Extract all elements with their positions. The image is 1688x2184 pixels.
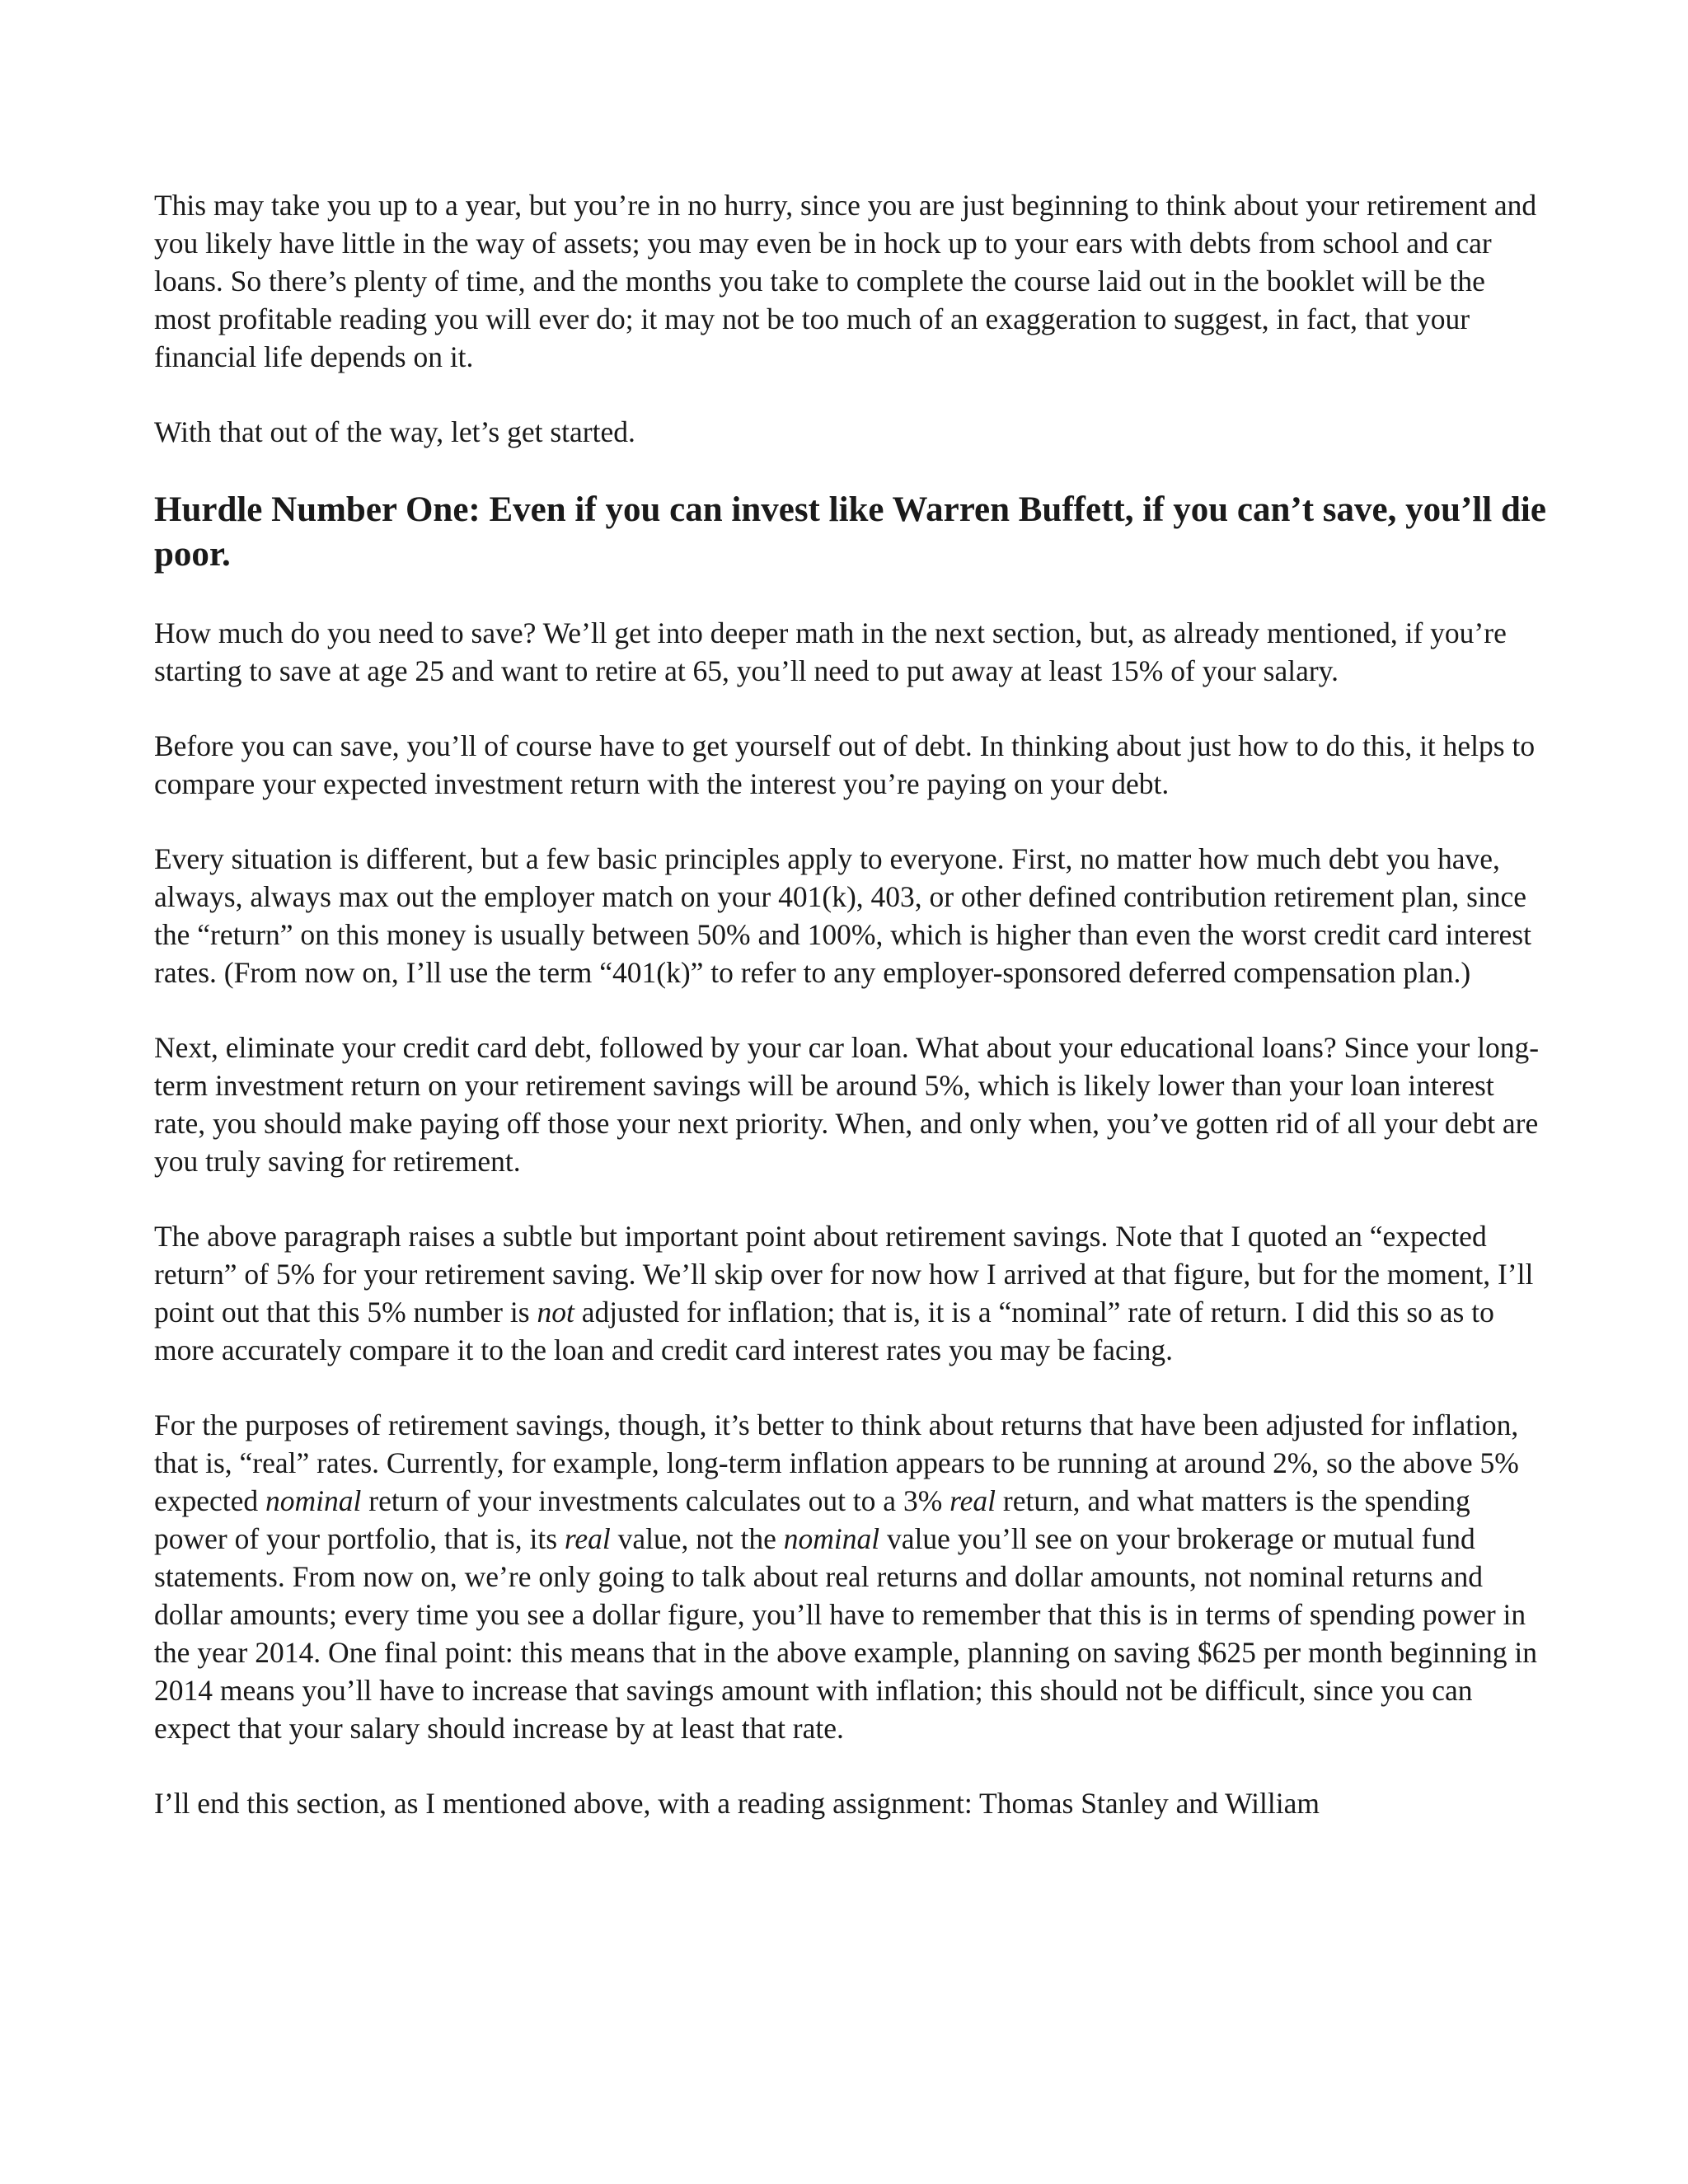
text-run: The above paragraph raises a subtle but important point about retirement savings. Note that I quoted an “expected return” of 5% for your retirement saving. We’ll skip over for now how I arrived at that figure, but for the moment, I’ll point out that this 5% number is <box>154 1220 1534 1329</box>
document-body <box>154 186 1547 1859</box>
text-run: return, and what matters is the spending power of your portfolio, that is, its <box>154 1484 1470 1555</box>
text-run: value you’ll see on your brokerage or mutual fund statements. From now on, we’re only going to talk about real returns and dollar amounts, not nominal returns and dollar amounts; every time you see a dollar figure, you’ll have to remember that this is in terms of spending power in the year 2014. One final point: this means that in the above example, planning on saving $625 per month beginning in 2014 means you’ll have to increase that savings amount with inflation; this should not be difficult, since you can expect that your salary should increase by at least that rate. <box>154 1522 1538 1745</box>
emphasis-real: real <box>564 1522 611 1555</box>
text-run: For the purposes of retirement savings, though, it’s better to think about returns that have been adjusted for inflation, that is, “real” rates. Currently, for example, long-term inflation appears to be running at around 2%, so the above 5% expected <box>154 1408 1519 1517</box>
paragraph-9: I’ll end this section, as I mentioned above, with a reading assignment: Thomas Stanley and William <box>154 1787 1320 1820</box>
paragraph-3: How much do you need to save? We’ll get into deeper math in the next section, but, as already mentioned, if you’re starting to save at age 25 and want to retire at 65, you’ll need to put away at least 15% of your salary. <box>154 616 1507 687</box>
paragraph-7 <box>154 1217 1547 1369</box>
paragraph-2: With that out of the way, let’s get started. <box>154 415 635 448</box>
paragraph-8 <box>154 1406 1547 1747</box>
paragraph-5: Every situation is different, but a few basic principles apply to everyone. First, no matter how much debt you have, always, always max out the employer match on your 401(k), 403, or other defined contribution retirement plan, since the “return” on this money is usually between 50% and 100%, which is higher than even the worst credit card interest rates. (From now on, I’ll use the term “401(k)” to refer to any employer-sponsored deferred compensation plan.) <box>154 842 1531 989</box>
emphasis-real: real <box>950 1484 996 1517</box>
emphasis-nominal: nominal <box>783 1522 880 1555</box>
text-run: return of your investments calculates out to a 3% <box>361 1484 950 1517</box>
paragraph-1: This may take you up to a year, but you’re in no hurry, since you are just beginning to think about your retirement and you likely have little in the way of assets; you may even be in hock up to your ears with debts from school and car loans. So there’s plenty of time, and the months you take to complete the course laid out in the booklet will be the most profitable reading you will ever do; it may not be too much of an exaggeration to suggest, in fact, that your financial life depends on it. <box>154 189 1537 373</box>
section-heading: Hurdle Number One: Even if you can invest like Warren Buffett, if you can’t save, you’ll die poor. <box>154 490 1546 574</box>
emphasis-not: not <box>537 1296 574 1329</box>
text-run: value, not the <box>610 1522 784 1555</box>
paragraph-6: Next, eliminate your credit card debt, followed by your car loan. What about your educational loans? Since your long-term investment return on your retirement savings will be around 5%, which is likely lower than your loan interest rate, you should make paying off those your next priority. When, and only when, you’ve gotten rid of all your debt are you truly saving for retirement. <box>154 1031 1540 1178</box>
text-run: adjusted for inflation; that is, it is a “nominal” rate of return. I did this so as to more accurately compare it to the loan and credit card interest rates you may be facing. <box>154 1296 1494 1366</box>
emphasis-nominal: nominal <box>265 1484 362 1517</box>
paragraph-4: Before you can save, you’ll of course have to get yourself out of debt. In thinking about just how to do this, it helps to compare your expected investment return with the interest you’re paying on your debt. <box>154 729 1536 800</box>
